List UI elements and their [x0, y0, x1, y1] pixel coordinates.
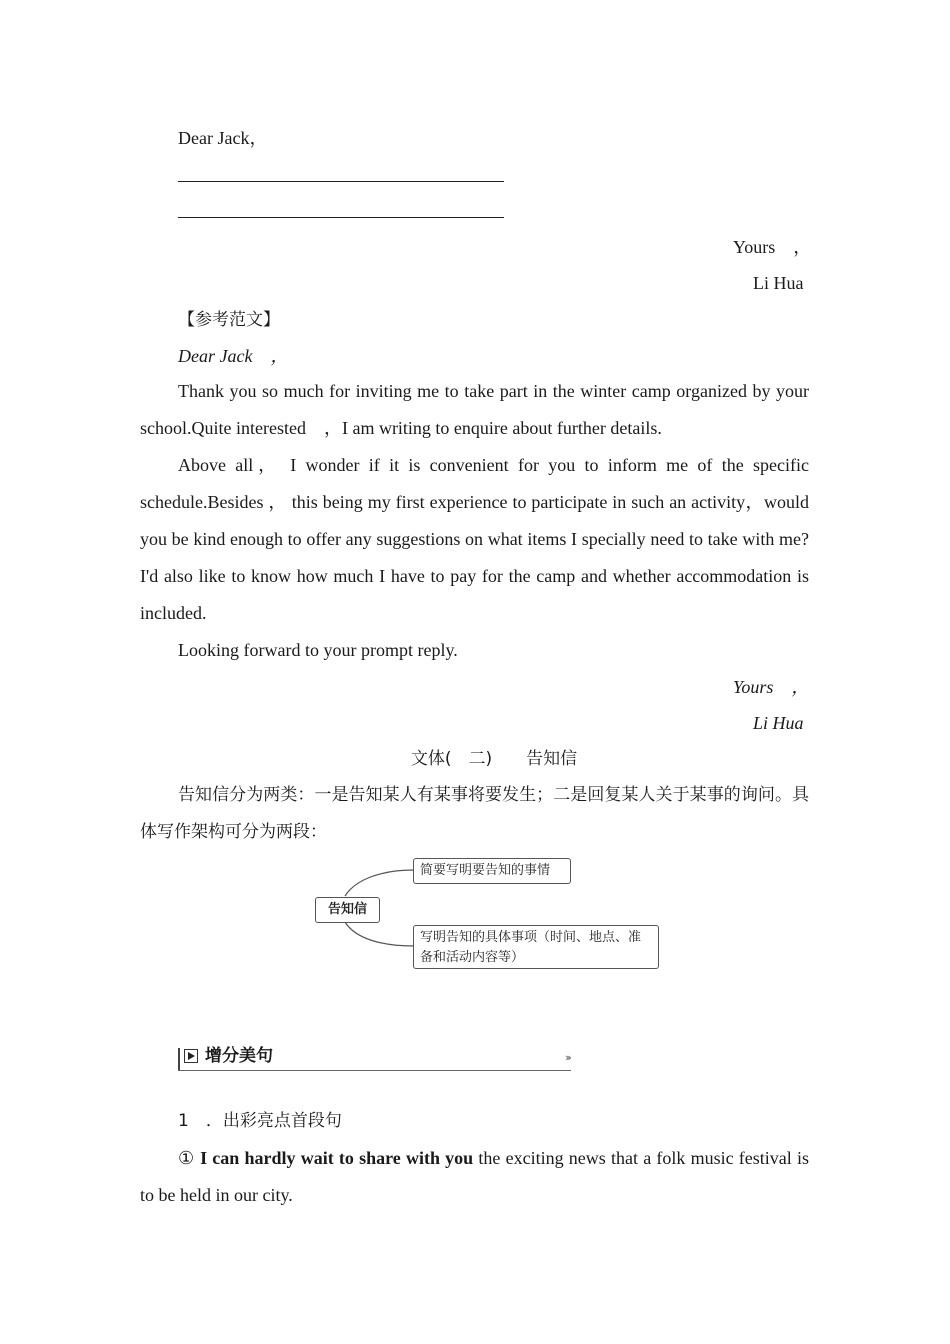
sample-paragraph-3: Looking forward to your prompt reply.: [178, 640, 458, 660]
highlight-phrase: I can hardly wait to share with you: [200, 1148, 474, 1168]
sentence-rest: the exciting news that a folk music festival is to be held in our city.: [140, 1148, 809, 1205]
section-title: 文体( 二) 告知信: [410, 749, 578, 769]
banner-bar: [178, 1048, 180, 1070]
sample-signature: Li Hua: [753, 713, 804, 733]
letter-closing: Yours ，: [733, 237, 812, 257]
diagram-branch-1: 简要写明要告知的事情: [413, 858, 571, 884]
answer-blank-line: [178, 181, 504, 182]
sample-closing: Yours ，: [733, 677, 810, 697]
letter-salutation: Dear Jack，: [178, 128, 268, 148]
sentences-heading: 1 ．出彩亮点首段句: [178, 1111, 342, 1131]
section-intro: 告知信分为两类：一是告知某人有某事将要发生；二是回复某人关于某事的询问。具体写作架构可分为两段：: [140, 785, 809, 842]
banner-title: 增分美句: [205, 1046, 273, 1066]
diagram-center-node: 告知信: [315, 897, 380, 923]
play-icon: [184, 1049, 198, 1063]
sample-heading: 【参考范文】: [178, 310, 280, 330]
diagram-branch-2: 写明告知的具体事项（时间、地点、准备和活动内容等）: [413, 925, 659, 969]
section-banner: [178, 1044, 571, 1071]
chevrons-icon: ›››: [564, 1051, 569, 1064]
sample-paragraph-2: Above all， I wonder if it is convenient for you to inform me of the specific schedule.Besides ， this being my first experience to participate in such an activity，would you be kind enough to offer any suggestions on what items I specially need to take with me? I'd also like to know how much I have to pay for the camp and whether accommodation is included.: [140, 455, 809, 623]
sentence-item-1: [140, 1140, 809, 1214]
sample-paragraph-1: Thank you so much for inviting me to take part in the winter camp organized by your school.Quite interested ，I am writing to enquire about further details.: [140, 381, 809, 438]
letter-signature: Li Hua: [753, 273, 804, 293]
answer-blank-line: [178, 217, 504, 218]
item-marker: ①: [178, 1148, 195, 1168]
sample-salutation: Dear Jack ，: [178, 346, 289, 366]
